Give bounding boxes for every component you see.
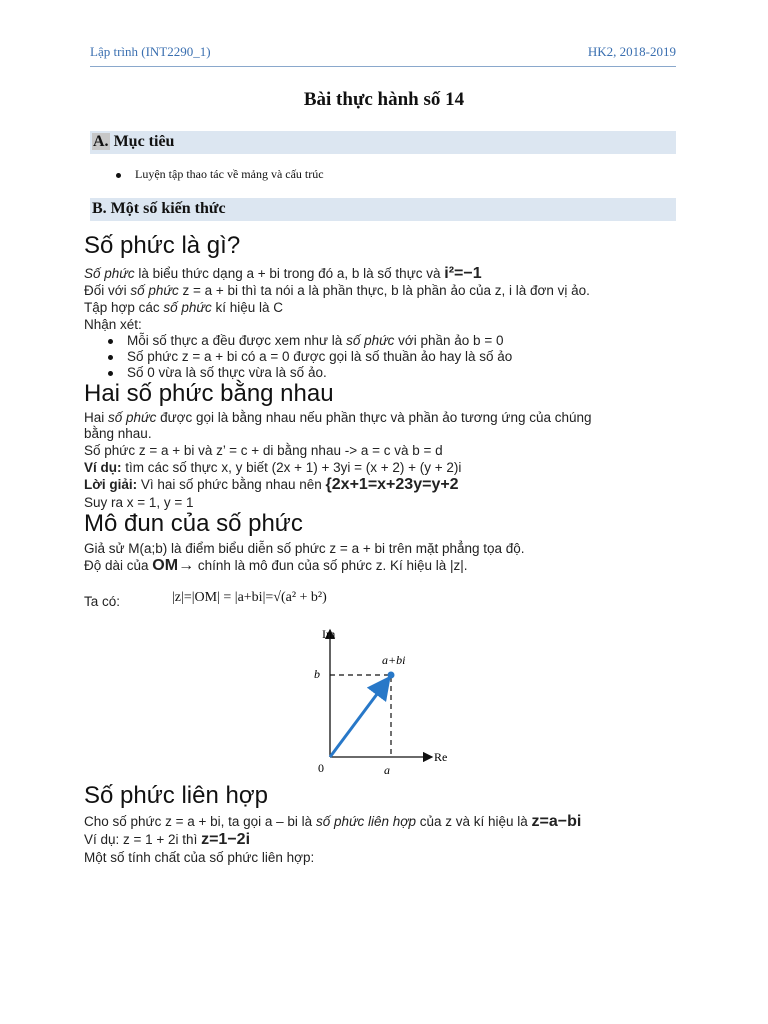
heading-hai-so-phuc: Hai số phức bằng nhau [84, 380, 334, 407]
s2-l1a: Hai [84, 410, 109, 425]
s3-line3: Ta có: [84, 594, 121, 609]
s2-l1b: được gọi là bằng nhau nếu phần thực và phần ảo tương ứng của chúng [156, 410, 592, 425]
point-marker [388, 672, 395, 679]
b-label: b [314, 667, 320, 681]
vector-arrow [330, 678, 389, 757]
s1-b3: Số 0 vừa là số thực vừa là số ảo. [127, 365, 327, 380]
s1-l2-italic: số phức [130, 283, 179, 298]
section-a-bullet-text: Luyện tập thao tác về mảng và cấu trúc [135, 167, 324, 181]
bullet-dot [108, 355, 113, 360]
page-title: Bài thực hành số 14 [303, 89, 465, 110]
s1-b1a: Mỗi số thực a đều được xem như là [127, 333, 347, 348]
s1-l3a: Tập hợp các [84, 300, 164, 315]
s1-b1-italic: số phức [346, 333, 395, 348]
section-a-label: Mục tiêu [113, 133, 175, 150]
section-b-letter: B. [92, 200, 107, 217]
s4-l1b: của z và kí hiệu là [415, 814, 532, 829]
s2-l3-bold: Ví dụ: [84, 460, 122, 475]
s1-bullet1 [108, 332, 503, 349]
s4-l2-formula: z=1−2i [201, 831, 251, 848]
s3-l2-formula: OM→ [152, 557, 195, 574]
s4-l1a: Cho số phức z = a + bi, ta gọi a – bi là [84, 814, 316, 829]
a-label: a [384, 763, 390, 777]
s1-b2: Số phức z = a + bi có a = 0 được gọi là số thuần ảo hay là số ảo [127, 349, 513, 364]
modulus-formula: |z|=|OM| = |a+bi|=√(a² + b²) [172, 590, 327, 605]
s3-l2b: chính là mô đun của số phức z. Kí hiệu là |z|. [194, 558, 468, 573]
y-axis-label: Im [322, 627, 336, 641]
s2-l1-italic: số phức [108, 410, 157, 425]
s2-l3: tìm các số thực x, y biết (2x + 1) + 3yi = (x + 2) + (y + 2)i [121, 460, 462, 475]
s4-line1 [84, 813, 581, 830]
s2-l4: Vì hai số phức bằng nhau nên [137, 477, 326, 492]
s2-l4-formula: {2x+1=x+23y=y+2 [325, 476, 459, 493]
s4-l2a: Ví dụ: z = 1 + 2i thì [84, 832, 202, 847]
s2-line5: Suy ra x = 1, y = 1 [84, 495, 194, 510]
s3-line1: Giả sử M(a;b) là điểm biểu diễn số phức z = a + bi trên mặt phẳng tọa độ. [84, 541, 525, 556]
s1-l1-text: là biểu thức dạng a + bi trong đó a, b là số thực và [134, 266, 445, 281]
s1-line4: Nhận xét: [84, 317, 142, 332]
s2-line4 [84, 476, 459, 493]
heading-so-phuc: Số phức là gì? [84, 232, 241, 259]
bullet-dot [116, 173, 121, 178]
s1-l1-formula: i²=−1 [444, 265, 482, 282]
point-label: a+bi [382, 653, 406, 667]
heading-mo-dun: Mô đun của số phức [84, 510, 303, 537]
s1-bullet2 [108, 348, 512, 365]
x-axis-label: Re [434, 750, 448, 764]
heading-lien-hop: Số phức liên hợp [84, 782, 268, 809]
section-b-band [90, 198, 676, 221]
s1-line2 [84, 282, 590, 299]
complex-plane-diagram [300, 622, 460, 782]
s3-line2 [84, 557, 468, 574]
s1-l2a: Đối với [84, 283, 131, 298]
header-course: Lập trình (INT2290_1) [90, 44, 211, 59]
s1-line1 [84, 265, 482, 282]
s1-line3 [84, 299, 283, 316]
header-term: HK2, 2018-2019 [587, 44, 676, 59]
s2-l4-bold: Lời giải: [84, 477, 138, 492]
s2-line1c: bằng nhau. [84, 426, 152, 441]
s2-line3 [84, 459, 461, 476]
section-a-bullet [116, 167, 324, 182]
s2-line1 [84, 409, 592, 426]
s4-l1-formula: z=a−bi [531, 813, 582, 830]
s2-line2: Số phức z = a + bi và z’ = c + di bằng nhau -> a = c và b = d [84, 443, 443, 458]
section-a-band [90, 131, 676, 154]
s1-l3b: kí hiệu là C [211, 300, 284, 315]
section-b-label: Một số kiến thức [110, 200, 226, 217]
s4-l1-italic: số phức liên hợp [315, 814, 416, 829]
s1-l3-italic: số phức [163, 300, 212, 315]
s4-line3: Một số tính chất của số phức liên hợp: [84, 850, 315, 865]
s1-bullet3 [108, 364, 327, 381]
s1-l2b: z = a + bi thì ta nói a là phần thực, b là phần ảo của z, i là đơn vị ảo. [178, 283, 590, 298]
s3-l2a: Độ dài của [84, 558, 153, 573]
s1-l1-italic: Số phức [84, 266, 135, 281]
s4-line2 [84, 831, 250, 848]
origin-label: 0 [318, 761, 324, 775]
header-divider [90, 66, 676, 67]
bullet-dot [108, 371, 113, 376]
section-a-letter: A. [93, 133, 109, 150]
bullet-dot [108, 339, 113, 344]
s1-b1b: với phần ảo b = 0 [394, 333, 504, 348]
